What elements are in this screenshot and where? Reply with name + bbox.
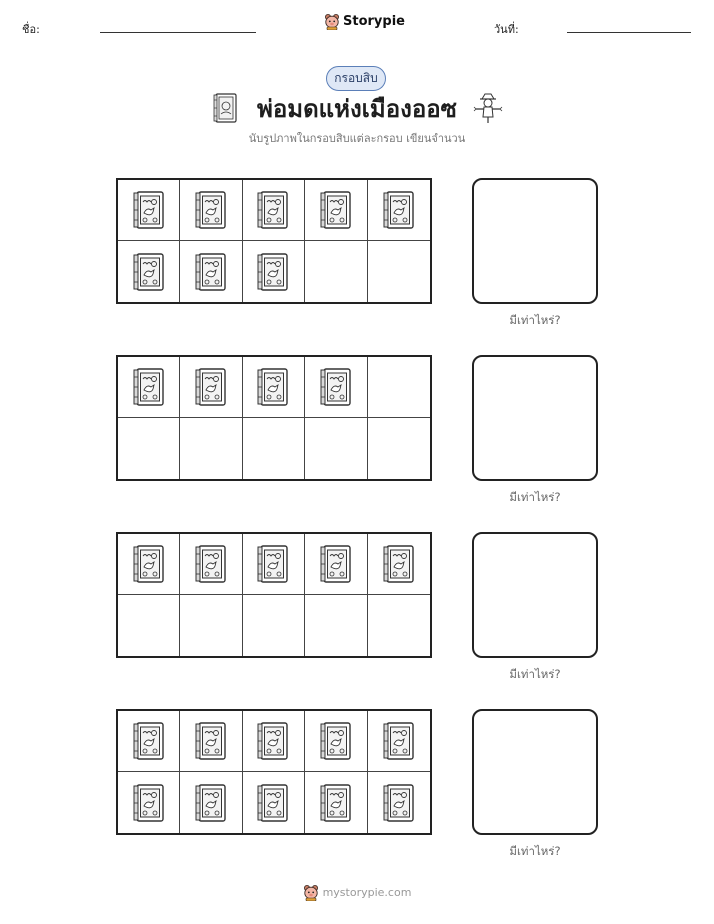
footer-url: mystorypie.com <box>322 886 412 899</box>
frame-cell <box>368 534 430 595</box>
storybook-icon <box>255 189 291 231</box>
frame-cell <box>305 180 367 241</box>
instructions: นับรูปภาพในกรอบสิบแต่ละกรอบ เขียนจำนวน <box>248 132 466 145</box>
frame-cell <box>305 357 367 418</box>
storybook-icon <box>131 366 167 408</box>
footer <box>0 884 714 901</box>
frame-cell <box>368 241 430 302</box>
frame-cell <box>368 595 430 656</box>
storybook-icon <box>131 720 167 762</box>
frame-cell <box>305 595 367 656</box>
how-many-label-2: มีเท่าไหร่? <box>509 490 561 504</box>
storybook-icon <box>381 782 417 824</box>
frame-cell <box>305 241 367 302</box>
frame-cell <box>305 772 367 833</box>
frame-cell <box>368 357 430 418</box>
title-row <box>0 92 714 126</box>
storybook-icon <box>255 782 291 824</box>
frame-cell <box>243 711 305 772</box>
storybook-icon <box>381 189 417 231</box>
how-many-label-1: มีเท่าไหร่? <box>509 313 561 327</box>
frame-cell <box>243 534 305 595</box>
storybook-icon <box>255 720 291 762</box>
storybook-icon <box>131 189 167 231</box>
frame-cell <box>368 711 430 772</box>
frame-cell <box>305 534 367 595</box>
storybook-icon <box>255 543 291 585</box>
storybook-icon <box>193 189 229 231</box>
answer-box-3[interactable] <box>472 532 598 658</box>
storypie-mascot-icon <box>303 884 319 901</box>
brand-name: Storypie <box>343 14 405 29</box>
ten-frame-4 <box>116 709 432 835</box>
storybook-icon <box>193 782 229 824</box>
storybook-icon <box>131 251 167 293</box>
ten-frame-1 <box>116 178 432 304</box>
frame-cell <box>180 418 242 479</box>
answer-box-1[interactable] <box>472 178 598 304</box>
frame-cell <box>368 772 430 833</box>
frame-cell <box>180 241 242 302</box>
frame-cell <box>243 241 305 302</box>
topic-pill: กรอบสิบ <box>326 66 386 91</box>
frame-cell <box>243 180 305 241</box>
frame-cell <box>180 357 242 418</box>
answer-box-2[interactable] <box>472 355 598 481</box>
name-label: ชื่อ: <box>22 23 40 36</box>
frame-cell <box>305 711 367 772</box>
storybook-icon <box>193 720 229 762</box>
storybook-icon <box>193 251 229 293</box>
storybook-icon <box>381 720 417 762</box>
frame-cell <box>243 357 305 418</box>
frame-cell <box>118 180 180 241</box>
storybook-icon <box>255 366 291 408</box>
date-label: วันที่: <box>494 23 519 36</box>
how-many-label-3: มีเท่าไหร่? <box>509 667 561 681</box>
storybook-icon <box>318 189 354 231</box>
frame-cell <box>180 711 242 772</box>
frame-cell <box>118 241 180 302</box>
storybook-icon <box>193 543 229 585</box>
frame-cell <box>180 180 242 241</box>
frame-cell <box>118 534 180 595</box>
frame-cell <box>368 180 430 241</box>
storybook-icon <box>318 543 354 585</box>
frame-cell <box>118 595 180 656</box>
frame-cell <box>243 418 305 479</box>
frame-cell <box>118 711 180 772</box>
frame-cell <box>180 772 242 833</box>
answer-box-4[interactable] <box>472 709 598 835</box>
storybook-icon <box>255 251 291 293</box>
storybook-icon <box>381 543 417 585</box>
storypie-mascot-icon <box>324 13 340 30</box>
storybook-icon <box>318 720 354 762</box>
frame-cell <box>118 418 180 479</box>
storybook-icon <box>318 782 354 824</box>
frame-cell <box>118 357 180 418</box>
frame-cell <box>180 595 242 656</box>
frame-cell <box>305 418 367 479</box>
how-many-label-4: มีเท่าไหร่? <box>509 844 561 858</box>
date-line <box>567 32 691 33</box>
storybook-icon <box>318 366 354 408</box>
frame-cell <box>180 534 242 595</box>
storybook-icon <box>131 543 167 585</box>
brand <box>324 13 405 30</box>
storybook-icon <box>131 782 167 824</box>
frame-cell <box>243 772 305 833</box>
scarecrow-icon <box>473 92 503 124</box>
ten-frame-3 <box>116 532 432 658</box>
frame-cell <box>243 595 305 656</box>
frame-cell <box>118 772 180 833</box>
ten-frame-2 <box>116 355 432 481</box>
worksheet-title: พ่อมดแห่งเมืองออซ <box>257 95 457 123</box>
storybook-icon <box>193 366 229 408</box>
frame-cell <box>368 418 430 479</box>
name-line <box>100 32 256 33</box>
